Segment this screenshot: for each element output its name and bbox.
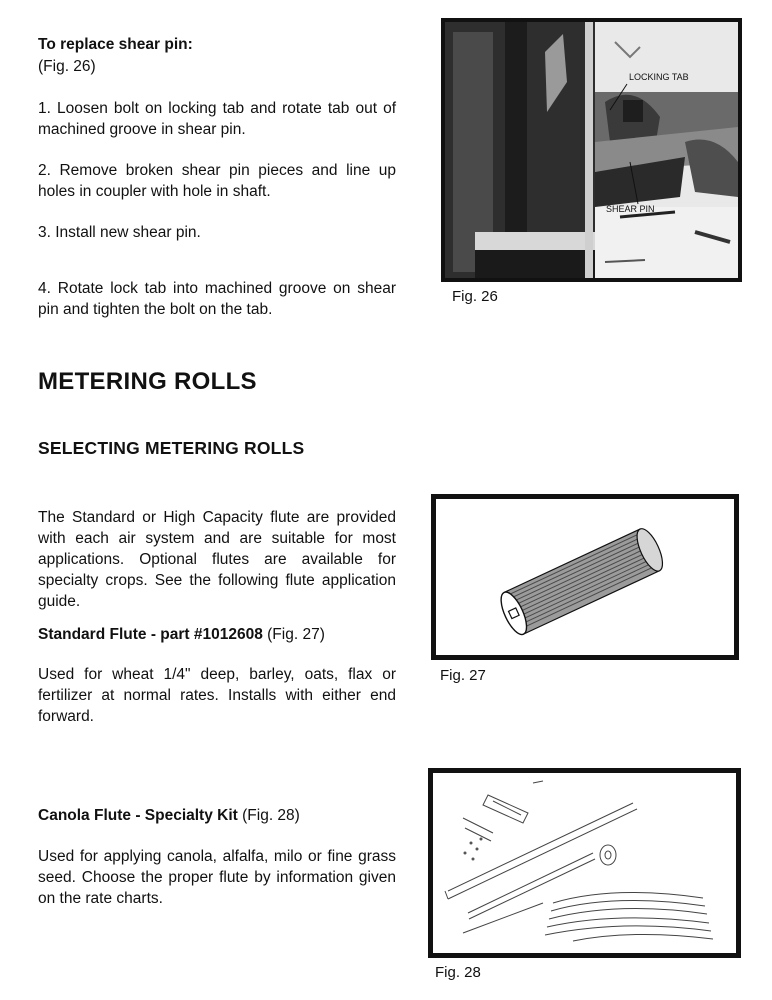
section-subtitle: SELECTING METERING ROLLS — [38, 438, 305, 458]
replace-heading: To replace shear pin: — [38, 36, 193, 53]
canola-flute-ref: (Fig. 28) — [237, 807, 300, 824]
intro-paragraph: The Standard or High Capacity flute are provided with each air system and are suitable for most applications. Optional flutes are available for specialty crops. See the following flute application guide. — [38, 509, 396, 610]
standard-flute-title: Standard Flute - part #1012608 — [38, 626, 263, 643]
fig26-photo-image — [445, 22, 738, 278]
fig26-caption: Fig. 26 — [452, 288, 498, 305]
fig27-drawing — [431, 494, 739, 660]
fig28-drawing — [428, 768, 741, 958]
standard-flute-heading — [38, 626, 325, 644]
canola-flute-heading — [38, 807, 300, 825]
page-title: METERING ROLLS — [38, 368, 257, 395]
canola-flute-text: Used for applying canola, alfalfa, milo or fine grass seed. Choose the proper flute by information given on the rate charts. — [38, 848, 396, 907]
step-1: 1. Loosen bolt on locking tab and rotate tab out of machined groove in shear pin. — [38, 100, 396, 138]
fig28-kit-image — [433, 773, 736, 953]
standard-flute-text: Used for wheat 1/4" deep, barley, oats, flax or fertilizer at normal rates. Installs with either end forward. — [38, 666, 396, 725]
replace-fig-ref: (Fig. 26) — [38, 58, 96, 75]
step-2: 2. Remove broken shear pin pieces and line up holes in coupler with hole in shaft. — [38, 162, 396, 200]
fig27-caption: Fig. 27 — [440, 667, 486, 684]
step-3: 3. Install new shear pin. — [38, 224, 201, 241]
fig27-flute-image — [436, 499, 734, 655]
locking-tab-label: LOCKING TAB — [629, 72, 689, 82]
fig26-photo — [441, 18, 742, 282]
step-4: 4. Rotate lock tab into machined groove on shear pin and tighten the bolt on the tab. — [38, 280, 396, 318]
fig28-caption: Fig. 28 — [435, 964, 481, 981]
shear-pin-label: SHEAR PIN — [606, 204, 655, 214]
standard-flute-ref: (Fig. 27) — [262, 626, 325, 643]
canola-flute-title: Canola Flute - Specialty Kit — [38, 807, 238, 824]
